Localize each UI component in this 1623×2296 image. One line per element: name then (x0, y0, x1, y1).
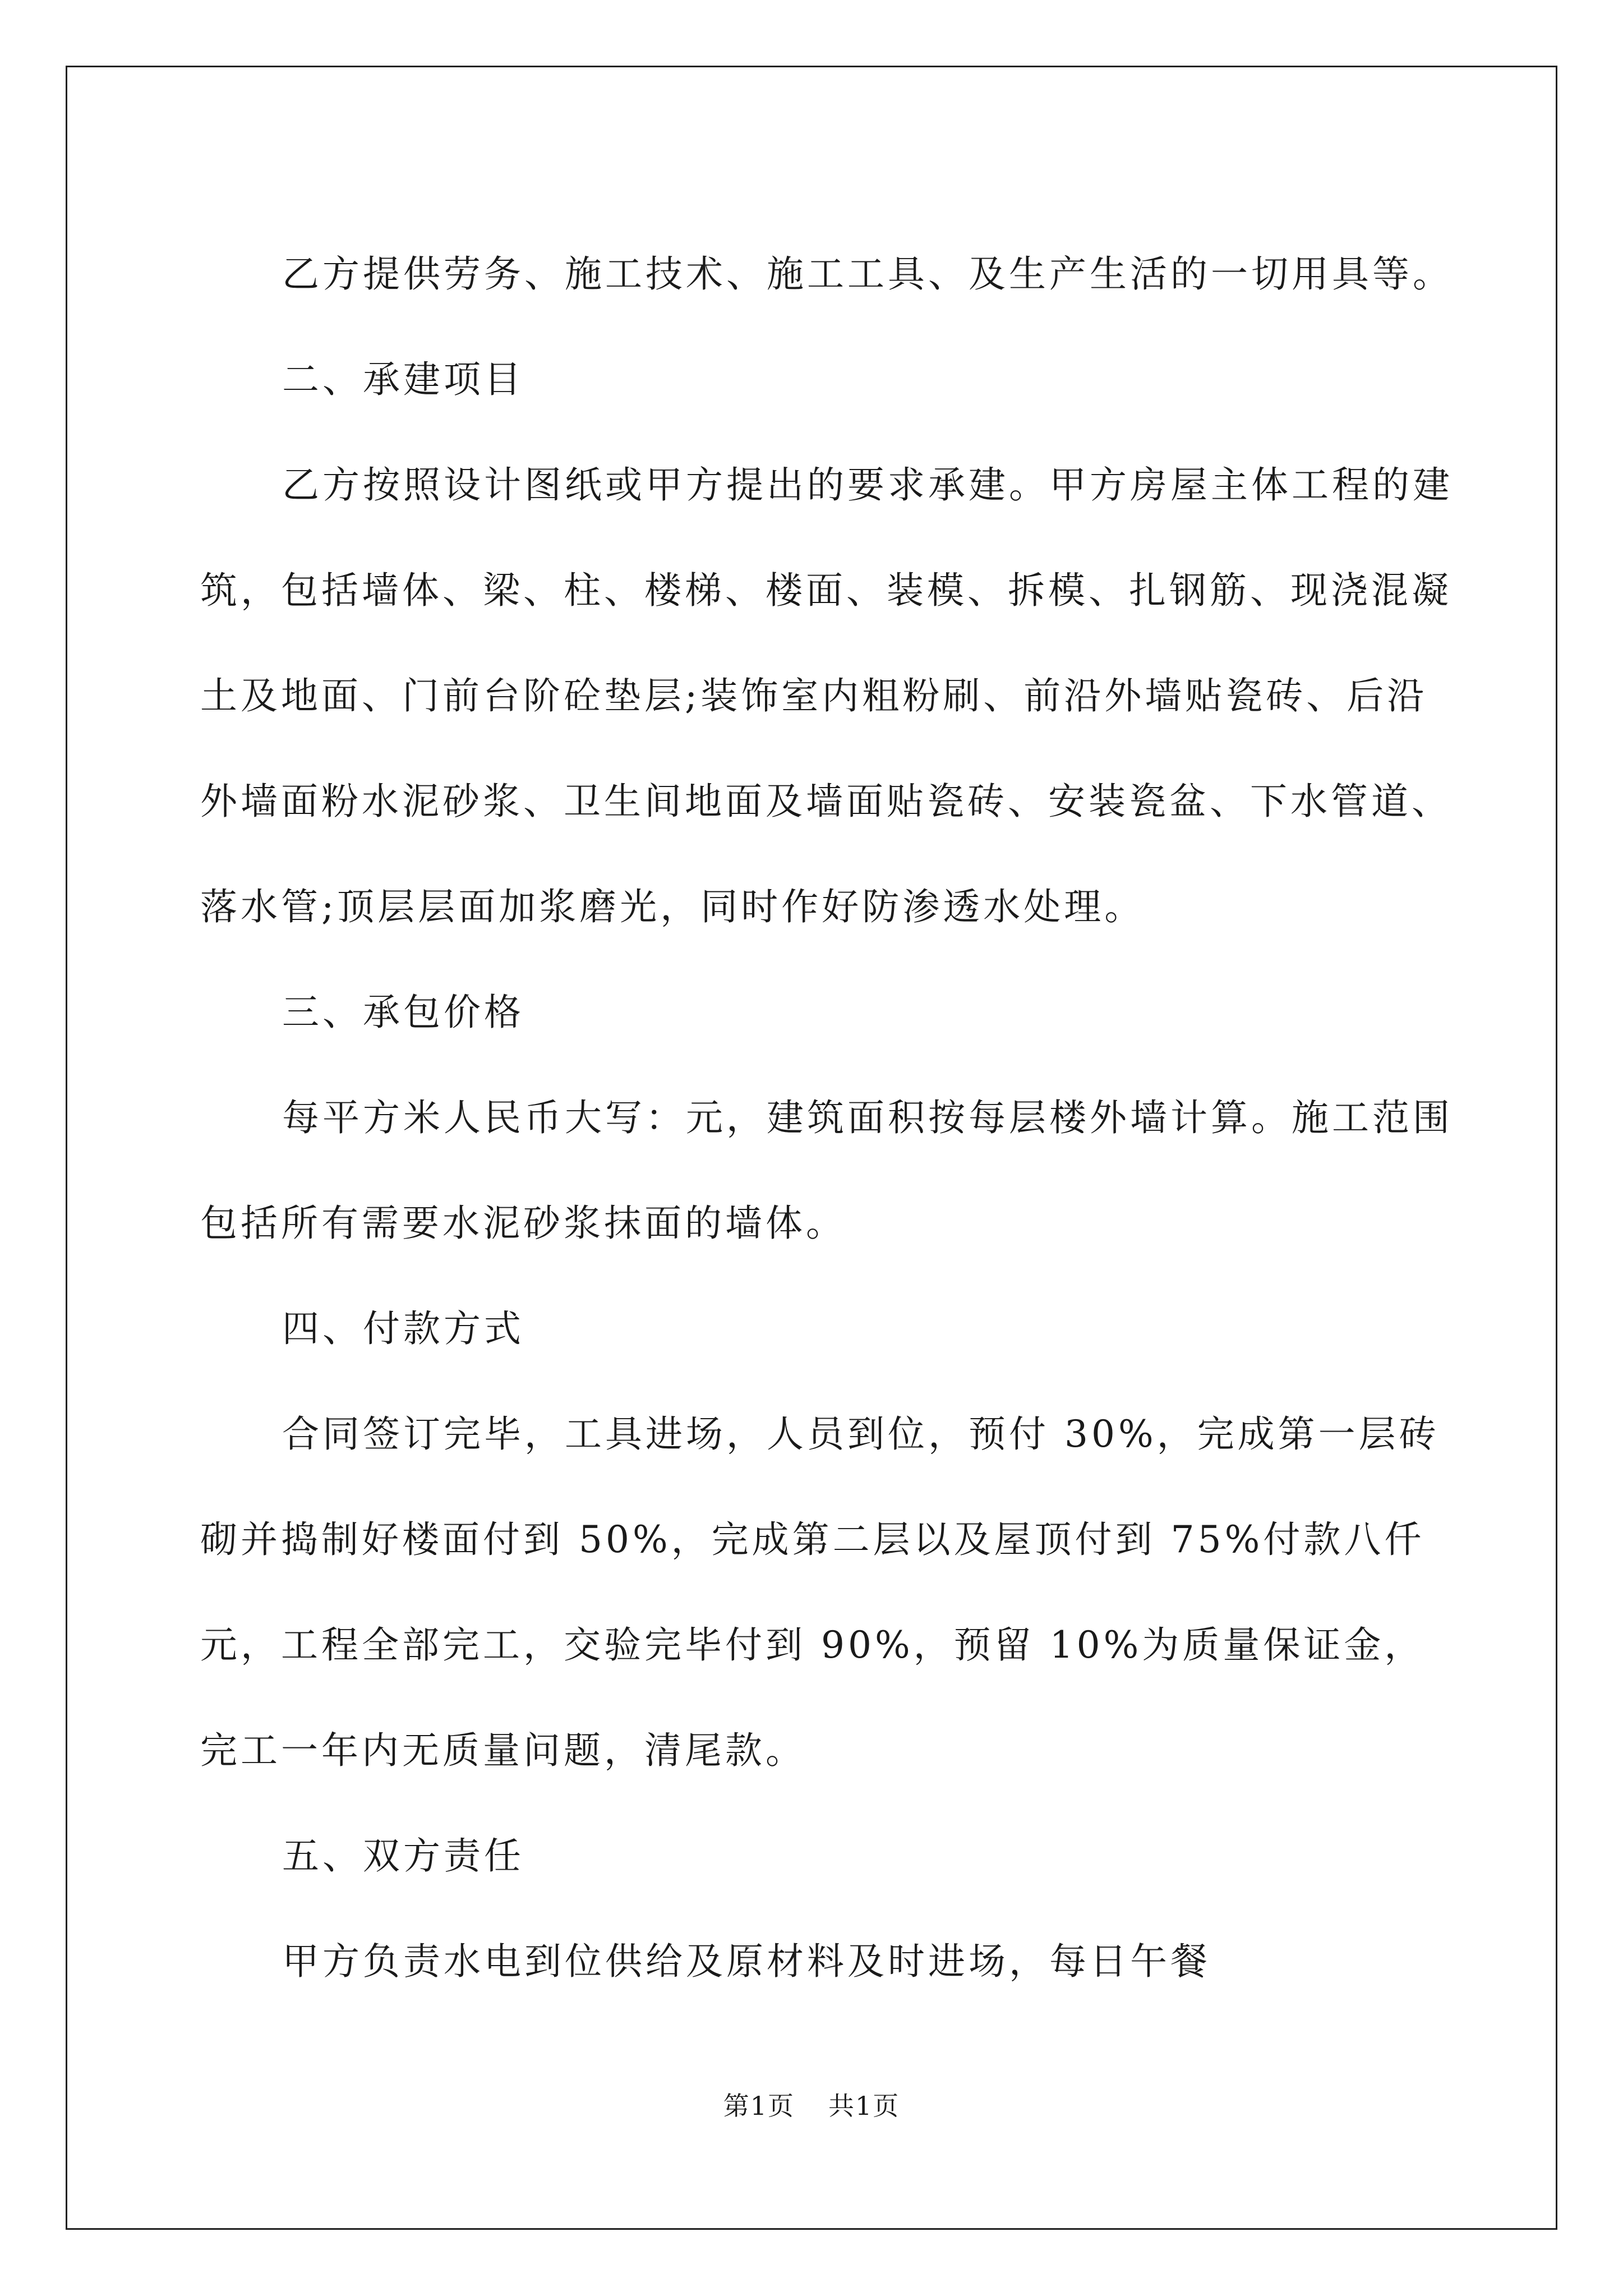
paragraph-construction-items: 乙方按照设计图纸或甲方提出的要求承建。甲方房屋主体工程的建筑，包括墙体、梁、柱、楼梯、楼面、装模、拆模、扎钢筋、现浇混凝土及地面、门前台阶砼垫层;装饰室内粗粉刷、前沿外墙贴瓷砖、后沿外墙面粉水泥砂浆、卫生间地面及墙面贴瓷砖、安装瓷盆、下水管道、落水管;顶层层面加浆磨光，同时作好防渗透水处理。 (200, 463, 1453, 928)
document-body (200, 222, 1456, 2014)
paragraph-scope-intro: 乙方提供劳务、施工技术、施工工具、及生产生活的一切用具等。 (282, 252, 1453, 296)
page-footer (0, 2086, 1623, 2123)
page-total: 共1页 (828, 2091, 900, 2121)
paragraph-payment-method: 合同签订完毕，工具进场，人员到位，预付 30%，完成第一层砖砌并捣制好楼面付到 50%，完成第二层以及屋顶付到 75%付款八仟元，工程全部完工，交验完毕付到 90%，预留 10%为质量保证金，完工一年内无质量问题，清尾款。 (200, 1412, 1440, 1772)
heading-payment-method: 四、付款方式 (282, 1307, 524, 1350)
heading-construction-items: 二、承建项目 (282, 358, 524, 401)
page-number: 第1页 (723, 2091, 795, 2121)
heading-contract-price: 三、承包价格 (282, 991, 524, 1034)
paragraph-contract-price: 每平方米人民币大写：元，建筑面积按每层楼外墙计算。施工范围包括所有需要水泥砂浆抹面的墙体。 (200, 1096, 1453, 1245)
heading-responsibilities: 五、双方责任 (282, 1834, 524, 1878)
paragraph-responsibilities: 甲方负责水电到位供给及原材料及时进场，每日午餐 (282, 1940, 1211, 1983)
